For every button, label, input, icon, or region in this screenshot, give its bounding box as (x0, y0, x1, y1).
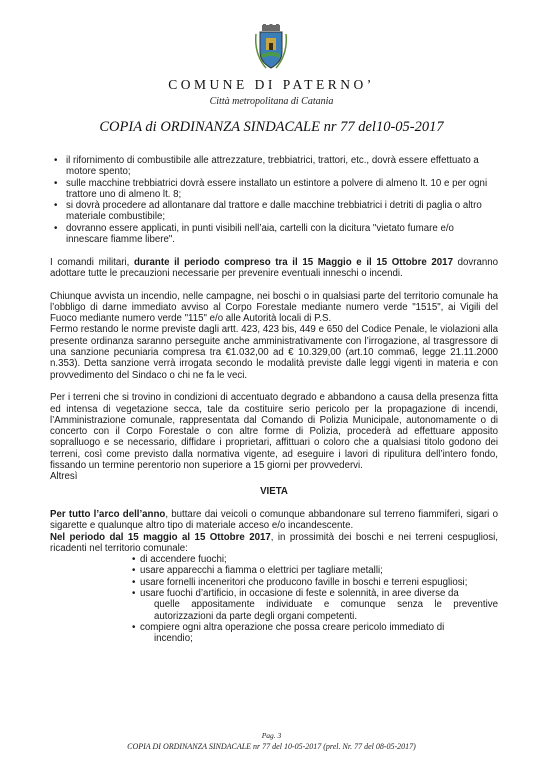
vieta-heading: VIETA (260, 485, 288, 497)
precautions-list (50, 155, 498, 245)
prohibitions-list (50, 554, 498, 644)
list-item: • il rifornimento di combustibile alle attrezzature, trebbiatrici, trattori, etc., dovrà essere effettuato a motore spento; (50, 155, 498, 178)
list-item: • usare fornelli inceneritori che producono faville in boschi e terreni espugliosi; (132, 576, 468, 588)
fire-report-paragraph: Chiunque avvista un incendio, nelle campagne, nei boschi o in qualsiasi parte del territorio comunale ha l’obbligo di darne immediato avviso al Corpo Forestale mediante numero verde "1515", ai Vigili del Fuoco mediante numero verde "115" e/o alle Autorità locali di P.S. (50, 290, 498, 325)
list-item: • usare apparecchi a fiamma o elettrici per tagliare metalli; (132, 565, 383, 577)
municipality-title: COMUNE DI PATERNO’ (168, 77, 375, 92)
list-item: • compiere ogni altra operazione che possa creare pericolo immediato di incendio; (132, 621, 445, 645)
list-item: • dovranno essere applicati, in punti visibili nell’aia, cartelli con la dicitura "vietato fumare e/o innescare fiamme libere". (50, 223, 498, 246)
coat-of-arms-icon (254, 24, 288, 70)
footer-reference: COPIA DI ORDINANZA SINDACALE nr 77 del 10-05-2017 (prel. Nr. 77 del 08-05-2017) (127, 742, 416, 751)
land-maintenance-paragraph: Per i terreni che si trovino in condizioni di accentuato degrado e abbandono a causa della presenza fitta ed intensa di vegetazione secca, tale da costituire serio pericolo per la propagazione di incendi, l’Amministrazione comunale, rappresentata dal Comando di Polizia Municipale, autonomamente o di concerto con il Corpo Forestale o con altre forme di Polizia, procederà ad effettuare apposito sopralluogo e se necessario, diffidare i proprietari, affittuari o coloro che a qualsiasi titolo godono dei terreni, così come previsto dalla normativa vigente, ad eseguire i lavori di ripulitura dell’intero fondo, fissando un termine perentorio non superiore a 15 giorni per provvedervi. (50, 392, 498, 472)
municipality-subtitle: Città metropolitana di Catania (209, 96, 334, 107)
altresi-label: Altresì (50, 471, 78, 483)
penalty-paragraph: Fermo restando le norme previste dagli artt. 423, 423 bis, 449 e 650 del Codice Penale, le violazioni alla presente ordinanza saranno perseguite anche amministrativamente con l’irrogazione, al trasgressore di una sanzione pecuniaria compresa tra €1.032,00 ad € 10.329,00 (art.10 comma6, legge 21.11.2000 n.353). Detta sanzione verrà irrogata secondo le modalità previste dalle leggi vigenti in materia e con provvedimento del Sindaco o chi ne fa le veci. (50, 324, 498, 381)
military-paragraph: I comandi militari, durante il periodo compreso tra il 15 Maggio e il 15 Ottobre 2017 dovranno adottare tutte le precauzioni necessarie per prevenire eventuali inneschi o incendi. (50, 256, 499, 279)
year-round-paragraph: Per tutto l’arco dell’anno, buttare dai veicoli o comunque abbandonare sul terreno fiammiferi, sigari o sigarette e qualunque altro tipo di materiale acceso e/o incandescente. (50, 508, 498, 532)
page-number: Pag. 3 (261, 731, 282, 740)
list-item: • di accendere fuochi; (132, 554, 227, 566)
document-body (50, 155, 498, 644)
list-item: • usare fuochi d’artificio, in occasione di feste e solennità, in aree diverse da quelle appositamente individuate e comunque senza le preventive autorizzazioni da parte degli organi competenti. (132, 587, 498, 622)
document-title: COPIA di ORDINANZA SINDACALE nr 77 del10-05-2017 (99, 119, 444, 135)
list-item: • si dovrà procedere ad allontanare dal trattore e dalle macchine trebbiatrici i detriti di paglia o altro materiale combustibile; (50, 200, 498, 223)
period-paragraph: Nel periodo dal 15 maggio al 15 Ottobre 2017, in prossimità dei boschi e nei terreni cespugliosi, ricadenti nel territorio comunale: (50, 531, 498, 554)
list-item: • sulle macchine trebbiatrici dovrà essere installato un estintore a polvere di almeno lt. 10 e per ogni trattore uno di almeno lt. 8; (50, 178, 498, 201)
